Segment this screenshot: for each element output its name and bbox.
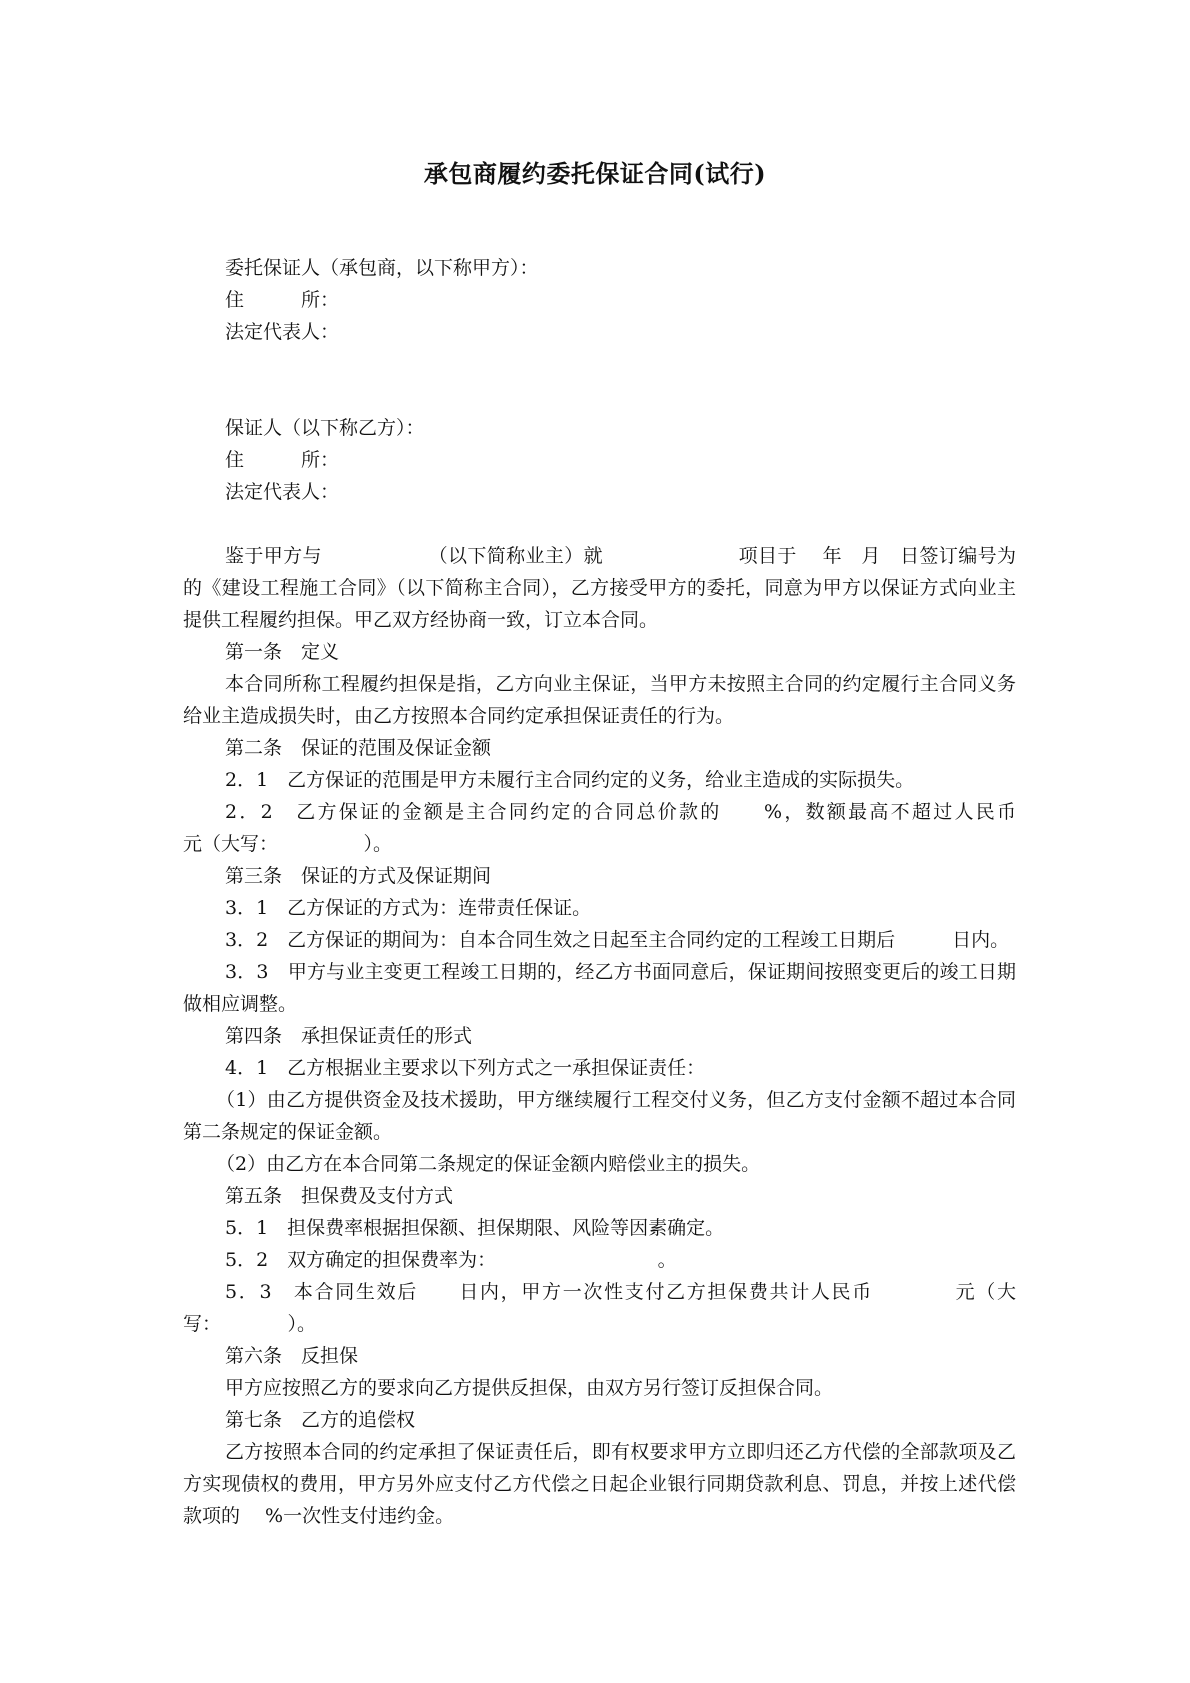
article-paragraph: 3．1 乙方保证的方式为：连带责任保证。 bbox=[225, 897, 592, 919]
spacer bbox=[183, 508, 1016, 540]
principal-label: 委托保证人（承包商，以下称甲方）： bbox=[225, 257, 539, 279]
article-paragraph: 4．1 乙方根据业主要求以下列方式之一承担保证责任： bbox=[225, 1057, 706, 1079]
article-paragraph: 3．3 甲方与业主变更工程竣工日期的，经乙方书面同意后，保证期间按照变更后的竣工日期做相应调整。 bbox=[183, 961, 1016, 1015]
guarantor-label: 保证人（以下称乙方）： bbox=[225, 417, 425, 439]
article-paragraph: 5．1 担保费率根据担保额、担保期限、风险等因素确定。 bbox=[225, 1217, 725, 1239]
article-paragraph: 2．2 乙方保证的金额是主合同约定的合同总价款的 %，数额最高不超过人民币 元（大写： ）。 bbox=[183, 801, 1093, 855]
article-heading: 第四条 承担保证责任的形式 bbox=[225, 1025, 473, 1047]
article-paragraph: （1）由乙方提供资金及技术援助，甲方继续履行工程交付义务，但乙方支付金额不超过本合同第二条规定的保证金额。 bbox=[183, 1089, 1016, 1143]
principal-address: 住 所： bbox=[225, 289, 340, 311]
document-body bbox=[183, 252, 1112, 1532]
article-paragraph: 甲方应按照乙方的要求向乙方提供反担保，由双方另行签订反担保合同。 bbox=[225, 1377, 834, 1399]
article-paragraph: 2．1 乙方保证的范围是甲方未履行主合同约定的义务，给业主造成的实际损失。 bbox=[225, 769, 915, 791]
article-paragraph: 5．2 双方确定的担保费率为： 。 bbox=[225, 1249, 677, 1271]
guarantor-representative: 法定代表人： bbox=[225, 481, 340, 503]
principal-representative: 法定代表人： bbox=[225, 321, 340, 343]
document-title: 承包商履约委托保证合同(试行) bbox=[423, 159, 767, 188]
article-paragraph: 本合同所称工程履约担保是指，乙方向业主保证，当甲方未按照主合同的约定履行主合同义务给业主造成损失时，由乙方按照本合同约定承担保证责任的行为。 bbox=[183, 673, 1016, 727]
guarantor-address: 住 所： bbox=[225, 449, 340, 471]
preamble: 鉴于甲方与 （以下简称业主）就 项目于 年 月 日签订编号为 的《建设工程施工合同》（以下简称主合同），乙方接受甲方的委托，同意为甲方以保证方式向业主提供工程履约担保。甲乙双方经协商一致，订立本合同。 bbox=[183, 545, 1112, 631]
article-heading: 第七条 乙方的追偿权 bbox=[225, 1409, 416, 1431]
article-heading: 第三条 保证的方式及保证期间 bbox=[225, 865, 492, 887]
article-paragraph: （2）由乙方在本合同第二条规定的保证金额内赔偿业主的损失。 bbox=[216, 1153, 761, 1175]
article-paragraph: 5．3 本合同生效后 日内，甲方一次性支付乙方担保费共计人民币 元（大写： ）。 bbox=[183, 1281, 1016, 1335]
article-heading: 第六条 反担保 bbox=[225, 1345, 359, 1367]
article-heading: 第一条 定义 bbox=[225, 641, 340, 663]
article-heading: 第五条 担保费及支付方式 bbox=[225, 1185, 454, 1207]
article-paragraph: 乙方按照本合同的约定承担了保证责任后，即有权要求甲方立即归还乙方代偿的全部款项及乙方实现债权的费用，甲方另外应支付乙方代偿之日起企业银行同期贷款利息、罚息，并按上述代偿款项的 %一次性支付违约金。 bbox=[183, 1441, 1016, 1527]
article-heading: 第二条 保证的范围及保证金额 bbox=[225, 737, 492, 759]
spacer bbox=[183, 348, 1016, 412]
article-paragraph: 3．2 乙方保证的期间为：自本合同生效之日起至主合同约定的工程竣工日期后 日内。 bbox=[225, 929, 1010, 951]
